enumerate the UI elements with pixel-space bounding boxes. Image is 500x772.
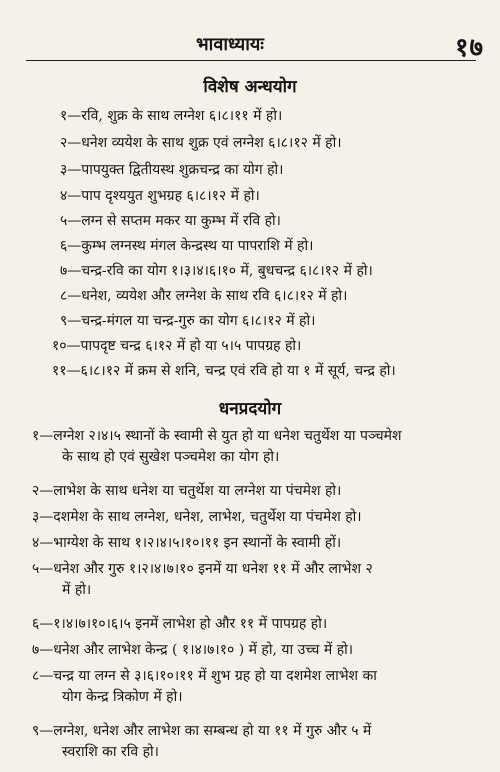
page-number: १७: [454, 33, 484, 63]
section-heading-andha-yoga: विशेष अन्धयोग: [203, 77, 297, 97]
header-rule: [26, 60, 476, 61]
list-item: [32, 614, 327, 635]
item-line: २—धनेश व्ययेश के साथ शुक्र एवं लग्नेश ६।८।१२ में हो।: [60, 135, 342, 151]
item-line: ४—पाप दृश्ययुत शुभग्रह ६।८।१२ में हो।: [60, 188, 260, 204]
item-line: ६—१।४।७।१०।६।५ इनमें लाभेश हो और ११ में पापग्रह हो।: [32, 616, 328, 632]
item-line: के साथ हो एवं सुखेश पञ्चमेश का योग हो।: [62, 449, 280, 465]
item-line: में हो।: [62, 582, 92, 598]
item-line: १—रवि, शुक्र के साथ लग्नेश ६।८।११ में हो।: [60, 108, 283, 124]
list-item: [60, 133, 342, 154]
item-line: ७—चन्द्र-रवि का योग १।३।४।६।१० में, बुधचन्द्र ६।८।१२ में हो।: [60, 263, 373, 279]
item-line: योग केन्द्र त्रिकोण में हो।: [62, 689, 183, 705]
list-item: [52, 336, 301, 357]
list-item: [32, 481, 341, 502]
item-line: ३—दशमेश के साथ लग्नेश, धनेश, लाभेश, चतुर्थेश या पंचमेश हो।: [32, 509, 362, 525]
list-item: [60, 286, 347, 307]
item-line: २—लाभेश के साथ धनेश या चतुर्थेश या लग्नेश या पंचमेश हो।: [32, 483, 342, 499]
list-item: [32, 721, 371, 763]
list-item: [32, 640, 353, 661]
list-item: [60, 106, 282, 127]
item-line: ६—कुम्भ लग्नस्थ मंगल केन्द्रस्थ या पापराशि में हो।: [60, 238, 314, 254]
section-heading-dhana-yoga: धनप्रदयोग: [218, 399, 282, 419]
item-line: ९—लग्नेश, धनेश और लाभेश का सम्बन्ध हो या ११ में गुरु और ५ में: [32, 723, 372, 739]
list-item: [52, 361, 396, 382]
item-line: ५—लग्न से सप्तम मकर या कुम्भ में रवि हो।: [60, 213, 281, 229]
item-line: ४—भाग्येश के साथ १।२।४।५।१०।११ इन स्थानों के स्वामी हों।: [32, 535, 342, 551]
page-header: [0, 28, 500, 63]
list-item: [60, 236, 313, 257]
list-item: [60, 311, 315, 332]
item-line: ११—६।८।१२ में क्रम से शनि, चन्द्र एवं रवि हो या १ में सूर्य, चन्द्र हो।: [52, 363, 396, 379]
item-line: स्वराशि का रवि हो।: [62, 744, 159, 760]
item-line: १—लग्नेश २।४।५ स्थानों के स्वामी से युत हो या धनेश चतुर्थेश या पञ्चमेश: [32, 428, 402, 444]
item-line: ८—चन्द्र या लग्न से ३।६।१०।११ में शुभ ग्रह हो या दशमेश लाभेश का: [32, 668, 377, 684]
item-line: ३—पापयुक्त द्वितीयस्थ शुक्रचन्द्र का योग हो।: [60, 162, 284, 178]
running-title: भावाध्यायः: [196, 34, 264, 55]
item-line: ८—धनेश, व्ययेश और लग्नेश के साथ रवि ६।८।१२ में हो।: [60, 288, 348, 304]
list-item: [32, 507, 362, 528]
list-item: [32, 533, 341, 554]
list-item: [32, 559, 373, 601]
list-item: [60, 160, 283, 181]
item-line: १०—पापदृष्ट चन्द्र ६।१२ में हो या ५।५ पापग्रह हो।: [52, 338, 302, 354]
item-line: ९—चन्द्र-मंगल या चन्द्र-गुरु का योग ६।८।१२ में हो।: [60, 313, 316, 329]
list-item: [32, 666, 377, 708]
list-item: [60, 186, 260, 207]
list-item: [60, 211, 281, 232]
list-item: [60, 261, 373, 282]
list-item: [32, 426, 402, 468]
item-line: ७—धनेश और लाभेश केन्द्र ( १।४।७।१० ) में हो, या उच्च में हो।: [32, 642, 354, 658]
item-line: ५—धनेश और गुरु १।२।४।७।१० इनमें या धनेश ११ में और लाभेश २: [32, 561, 373, 577]
